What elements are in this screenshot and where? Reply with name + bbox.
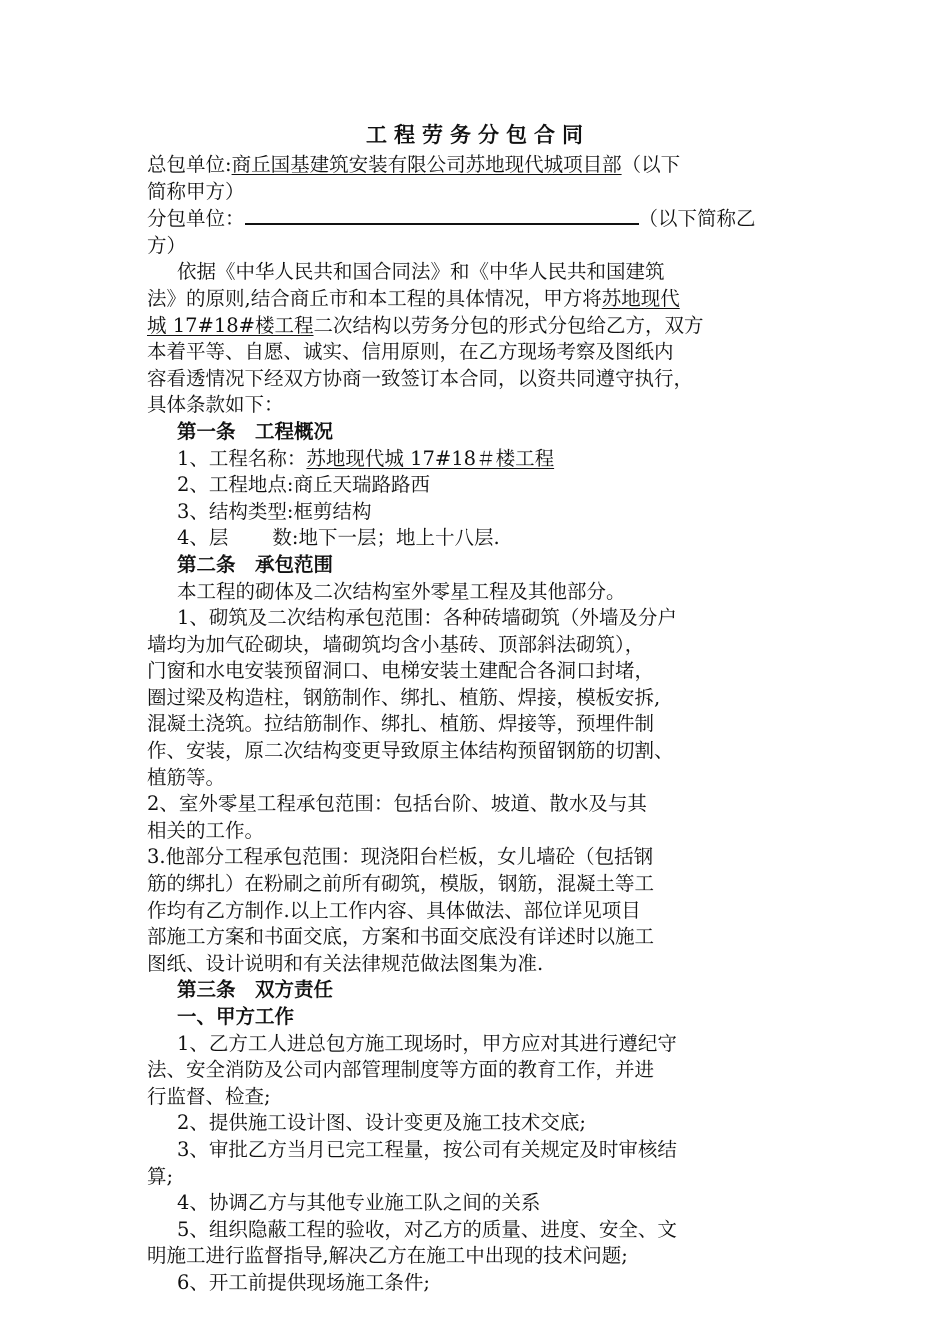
scope-summary: 本工程的砌体及二次结构室外零星工程及其他部分。 bbox=[177, 579, 626, 603]
party-a-line bbox=[147, 152, 809, 179]
duty-line: 1、乙方工人进总包方施工现场时，甲方应对其进行遵纪守 bbox=[177, 1031, 677, 1055]
scope-item-1-line: 圈过梁及构造柱，钢筋制作、绑扎、植筋、焊接，模板安拆, bbox=[147, 685, 661, 709]
duty-line: 行监督、检查; bbox=[147, 1084, 271, 1108]
party-b-suffix: （以下简称乙 bbox=[638, 207, 756, 231]
project-name-underlined: 苏地现代 bbox=[601, 286, 680, 310]
duty-line: 6、开工前提供现场施工条件; bbox=[177, 1270, 430, 1294]
article-1-heading: 第一条 工程概况 bbox=[177, 419, 334, 443]
duty-line: 5、组织隐蔽工程的验收，对乙方的质量、进度、安全、文 bbox=[177, 1217, 677, 1241]
scope-item-1-line: 墙均为加气砼砌块，墙砌筑均含小基砖、顶部斜法砌筑）， bbox=[147, 632, 645, 656]
intro-line-6: 具体条款如下： bbox=[147, 393, 284, 417]
scope-item-2-line: 相关的工作。 bbox=[147, 818, 265, 842]
contract-page bbox=[147, 118, 809, 1297]
scope-item-3-line: 筋的绑扎）在粉刷之前所有砌筑，模版，钢筋，混凝土等工 bbox=[147, 872, 655, 896]
party-b-blank bbox=[245, 205, 639, 225]
scope-item-1-line: 门窗和水电安装预留洞口、电梯安装土建配合各洞口封堵， bbox=[147, 659, 655, 683]
scope-item-1-line: 混凝土浇筑。拉结筋制作、绑扎、植筋、焊接等，预埋件制 bbox=[147, 712, 655, 736]
duty-line: 3、审批乙方当月已完工程量，按公司有关规定及时审核结 bbox=[177, 1137, 677, 1161]
scope-item-1-line: 1、砌筑及二次结构承包范围：各种砖墙砌筑（外墙及分户 bbox=[177, 606, 677, 630]
duty-line: 2、提供施工设计图、设计变更及施工技术交底; bbox=[177, 1111, 586, 1135]
project-name-line: 1、工程名称：苏地现代城 17#18＃楼工程 bbox=[177, 446, 555, 470]
duty-line: 4、协调乙方与其他专业施工队之间的关系 bbox=[177, 1191, 541, 1215]
party-a-suffix: （以下 bbox=[621, 153, 681, 176]
party-b-line bbox=[147, 205, 809, 233]
structure-type-line: 3、结构类型:框剪结构 bbox=[177, 499, 372, 523]
party-a-line-2: 简称甲方） bbox=[147, 179, 245, 203]
scope-item-1-line: 作、安装，原二次结构变更导致原主体结构预留钢筋的切割、 bbox=[147, 739, 674, 763]
project-name-value: 苏地现代城 17#18＃楼工程 bbox=[306, 446, 555, 470]
intro-line-4: 本着平等、自愿、诚实、信用原则，在乙方现场考察及图纸内 bbox=[147, 340, 674, 364]
intro-line-2: 法》的原则,结合商丘市和本工程的具体情况，甲方将苏地现代 bbox=[147, 286, 680, 310]
scope-item-3-line: 3.他部分工程承包范围：现浇阳台栏板，女儿墙砼（包括钢 bbox=[147, 845, 654, 869]
project-name-underlined: 城 17#18#楼工程 bbox=[147, 313, 314, 337]
party-b-label: 分包单位： bbox=[147, 207, 245, 231]
party-a-duties-heading: 一、甲方工作 bbox=[177, 1005, 295, 1028]
scope-item-2-line: 2、室外零星工程承包范围：包括台阶、坡道、散水及与其 bbox=[147, 792, 647, 816]
intro-line-1: 依据《中华人民共和国合同法》和《中华人民共和国建筑 bbox=[177, 260, 665, 284]
intro-line-3: 城 17#18#楼工程二次结构以劳务分包的形式分包给乙方，双方 bbox=[147, 313, 704, 337]
duty-line: 法、安全消防及公司内部管理制度等方面的教育工作，并进 bbox=[147, 1058, 655, 1082]
floors-line: 4、层 数:地下一层；地上十八层. bbox=[177, 526, 500, 550]
party-a-label: 总包单位: bbox=[147, 153, 232, 176]
duty-line: 算; bbox=[147, 1164, 174, 1188]
scope-item-1-line: 植筋等。 bbox=[147, 765, 226, 789]
intro-line-5: 容看透情况下经双方协商一致签订本合同，以资共同遵守执行， bbox=[147, 366, 694, 390]
article-2-heading: 第二条 承包范围 bbox=[177, 552, 334, 576]
article-3-heading: 第三条 双方责任 bbox=[177, 978, 334, 1002]
scope-item-3-line: 图纸、设计说明和有关法律规范做法图集为准. bbox=[147, 951, 544, 975]
project-location-line: 2、工程地点:商丘天瑞路路西 bbox=[177, 473, 430, 497]
party-a-name: 商丘国基建筑安装有限公司苏地现代城项目部 bbox=[231, 153, 622, 176]
scope-item-3-line: 部施工方案和书面交底，方案和书面交底没有详述时以施工 bbox=[147, 925, 655, 949]
scope-item-3-line: 作均有乙方制作.以上工作内容、具体做法、部位详见项目 bbox=[147, 898, 641, 922]
party-b-line-2: 方） bbox=[147, 233, 187, 257]
duty-line: 明施工进行监督指导,解决乙方在施工中出现的技术问题; bbox=[147, 1244, 628, 1268]
document-title: 工程劳务分包合同 bbox=[366, 122, 590, 147]
